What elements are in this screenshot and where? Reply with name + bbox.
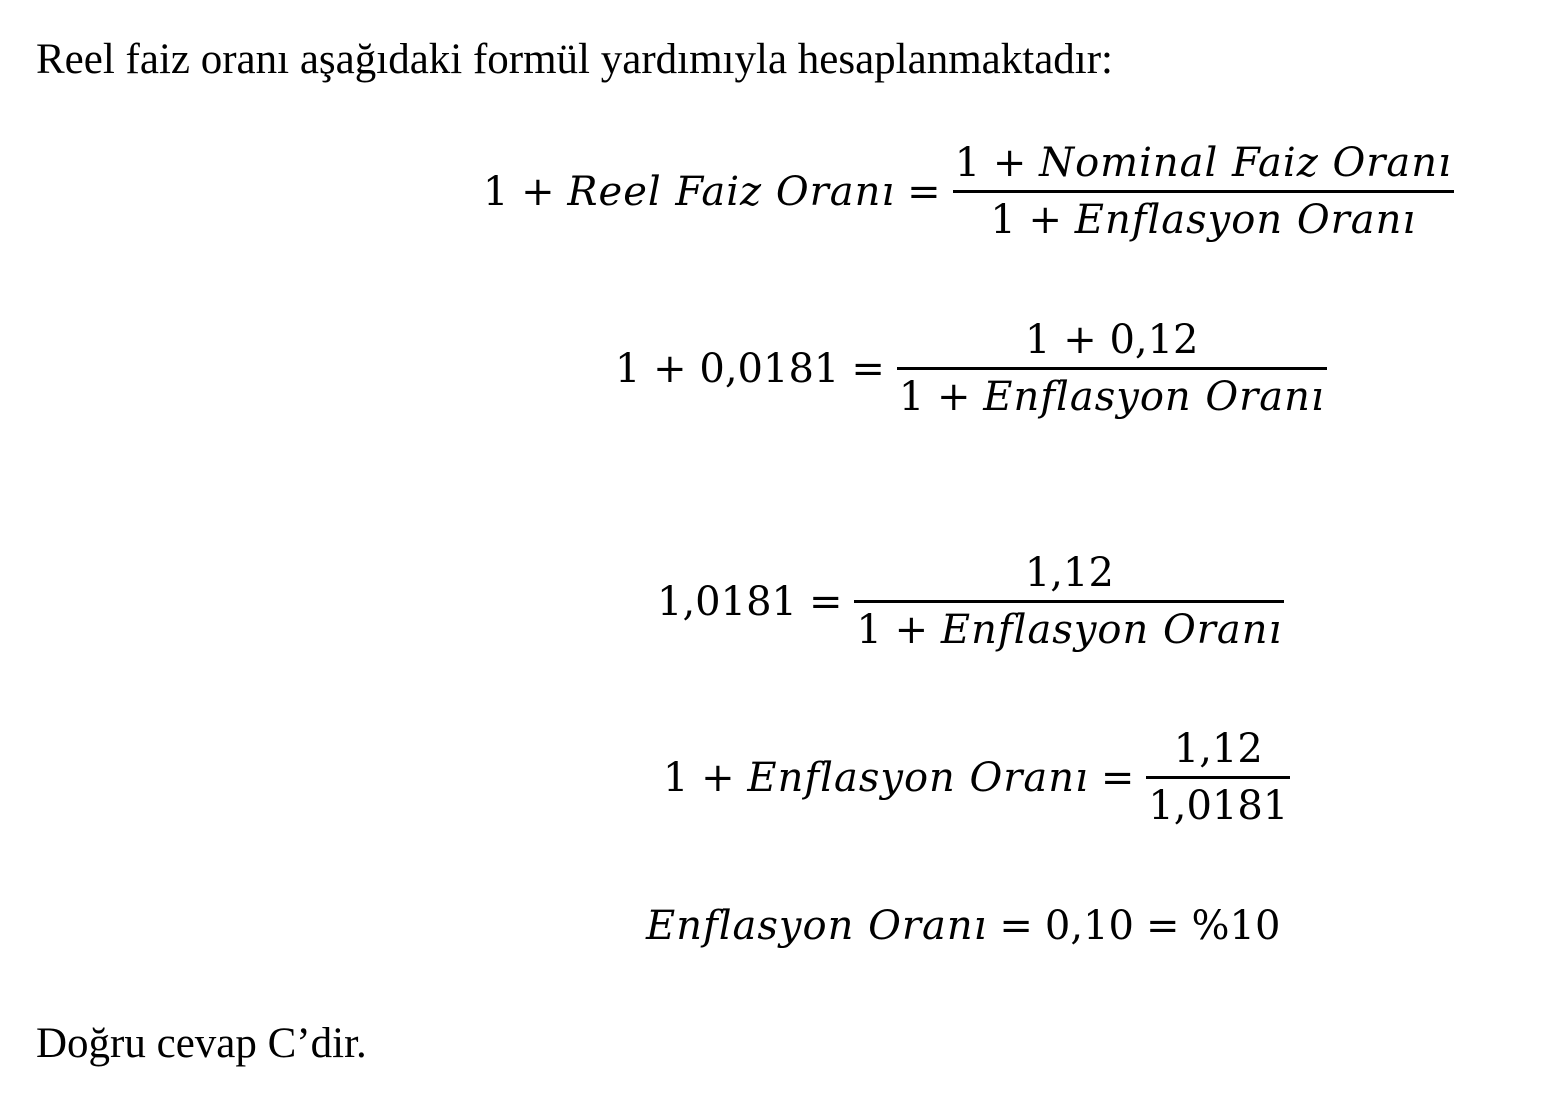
fraction xyxy=(897,317,1327,420)
equals-sign: = xyxy=(999,903,1033,949)
denominator-prefix: 1 + xyxy=(898,374,984,420)
lhs-prefix: 1 + xyxy=(663,754,748,801)
formula-result xyxy=(646,903,1280,949)
denominator-prefix: 1 + xyxy=(990,197,1075,243)
denominator-variable: Enflasyon Oranı xyxy=(940,607,1283,653)
numerator: 1,12 xyxy=(854,550,1284,603)
result-percent: %10 xyxy=(1191,903,1281,949)
lhs-prefix: 1 + xyxy=(483,168,568,215)
denominator xyxy=(854,603,1284,653)
lhs xyxy=(663,755,1089,801)
denominator: 1,0181 xyxy=(1148,783,1289,829)
formula-rearranged xyxy=(663,726,1290,829)
equals-sign-2: = xyxy=(1145,903,1180,949)
denominator xyxy=(953,193,1454,243)
denominator xyxy=(897,370,1327,420)
lhs-variable: Enflasyon Oranı xyxy=(747,754,1089,801)
lhs-variable: Reel Faiz Oranı xyxy=(567,168,896,215)
numerator: 1 + 0,12 xyxy=(897,317,1327,370)
equals-sign: = xyxy=(851,345,885,392)
lhs xyxy=(483,169,895,215)
formula-simplified xyxy=(657,550,1284,653)
denominator-variable: Enflasyon Oranı xyxy=(983,374,1325,420)
numerator-prefix: 1 + xyxy=(954,140,1040,186)
fraction xyxy=(953,140,1454,243)
lhs: 1,0181 xyxy=(657,578,797,625)
fraction xyxy=(854,550,1284,653)
denominator-variable: Enflasyon Oranı xyxy=(1074,197,1417,243)
formula-substitution xyxy=(615,317,1327,420)
equals-sign: = xyxy=(907,168,941,215)
fraction xyxy=(1146,726,1290,829)
intro-text: Reel faiz oranı aşağıdaki formül yardımıyla hesaplanmaktadır: xyxy=(36,36,1113,83)
conclusion-text: Doğru cevap C’dir. xyxy=(36,1020,367,1067)
numerator xyxy=(953,140,1454,193)
equals-sign: = xyxy=(808,578,843,625)
numerator-variable: Nominal Faiz Oranı xyxy=(1039,140,1452,186)
result-decimal: 0,10 xyxy=(1044,903,1134,949)
lhs-variable: Enflasyon Oranı xyxy=(646,903,988,949)
denominator-prefix: 1 + xyxy=(856,607,941,653)
numerator: 1,12 xyxy=(1146,726,1290,779)
equals-sign: = xyxy=(1100,754,1135,801)
lhs: 1 + 0,0181 xyxy=(615,345,840,392)
formula-real-interest xyxy=(483,140,1454,243)
